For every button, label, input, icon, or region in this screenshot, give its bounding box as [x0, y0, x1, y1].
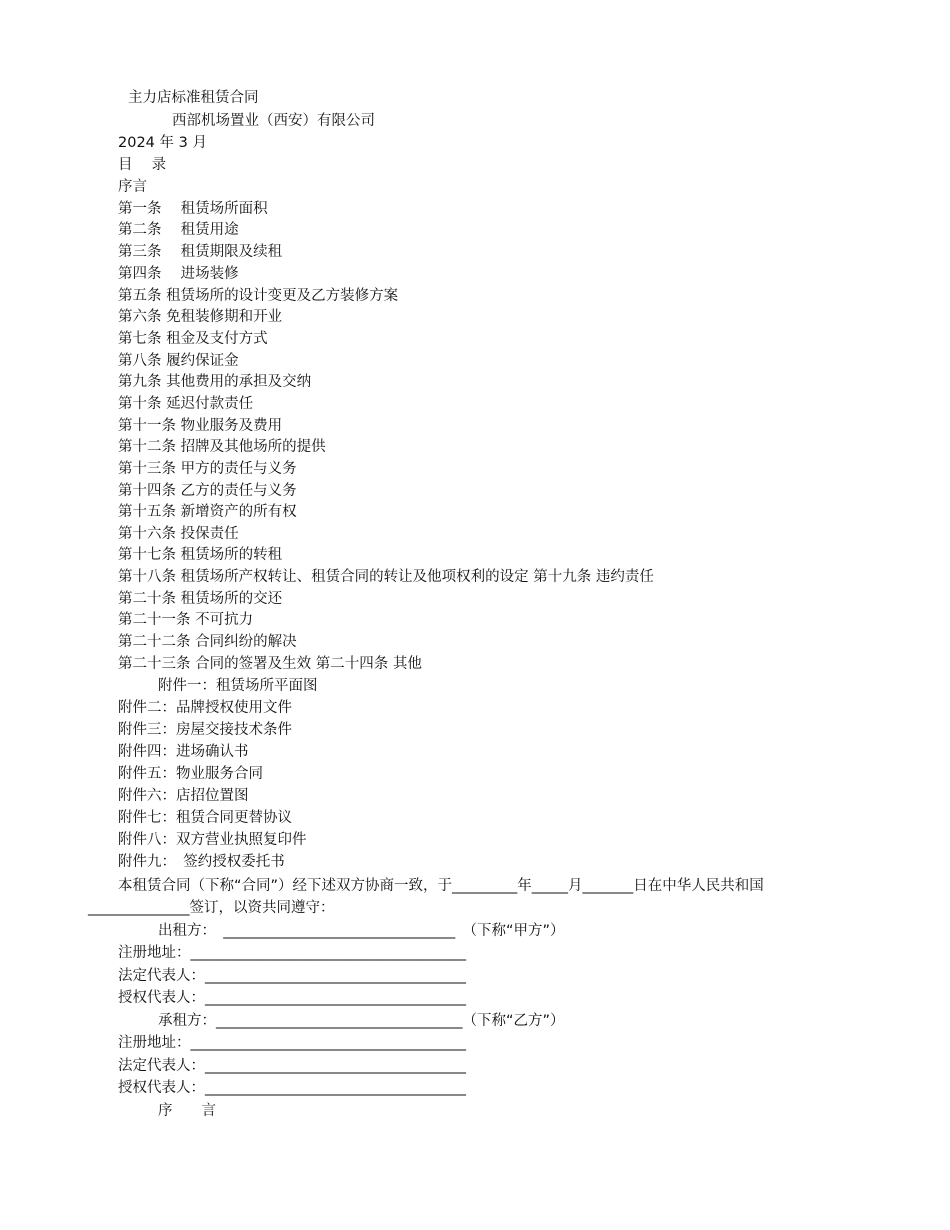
toc-item: 第二条 租赁用途: [118, 222, 239, 238]
toc-item: 第二十三条 合同的签署及生效 第二十四条 其他: [118, 656, 422, 672]
preface-heading: 序 言: [158, 1103, 216, 1119]
toc-item: 第八条 履约保证金: [118, 353, 239, 369]
toc-item: 第九条 其他费用的承担及交纳: [118, 374, 312, 390]
document-date: 2024 年 3 月: [118, 135, 207, 151]
attachment-item: 附件四：进场确认书: [118, 744, 249, 760]
toc-item: 第二十二条 合同纠纷的解决: [118, 634, 297, 650]
toc-item: 第三条 租赁期限及续租: [118, 244, 283, 260]
document-title: 主力店标准租赁合同: [128, 90, 259, 106]
toc-item: 第七条 租金及支付方式: [118, 331, 268, 347]
intro-paragraph-line-2: ______________签订，以资共同遵守：: [88, 900, 335, 916]
toc-item: 第十二条 招牌及其他场所的提供: [118, 439, 326, 455]
toc-heading: 目 录: [118, 157, 167, 173]
attachment-item: 附件九： 签约授权委托书: [118, 854, 285, 870]
toc-item: 第五条 租赁场所的设计变更及乙方装修方案: [118, 288, 399, 304]
attachment-item: 附件二：品牌授权使用文件: [118, 700, 292, 716]
toc-item: 第十八条 租赁场所产权转让、租赁合同的转让及他项权利的设定 第十九条 违约责任: [118, 569, 654, 585]
toc-item: 第十三条 甲方的责任与义务: [118, 461, 297, 477]
lessor-address-line: 注册地址：______________________________________: [118, 945, 466, 961]
attachment-item: 附件五：物业服务合同: [118, 766, 263, 782]
attachment-item: 附件七：租赁合同更替协议: [118, 810, 292, 826]
toc-item: 第十一条 物业服务及费用: [118, 418, 283, 434]
toc-item: 第一条 租赁场所面积: [118, 201, 268, 217]
attachment-item: 附件三：房屋交接技术条件: [118, 722, 292, 738]
lessee-address-line: 注册地址：______________________________________: [118, 1035, 466, 1051]
toc-item: 第二十一条 不可抗力: [118, 612, 254, 628]
attachment-item: 附件六：店招位置图: [118, 788, 249, 804]
company-name: 西部机场置业（西安）有限公司: [172, 113, 375, 129]
lessee-legal-rep-line: 法定代表人：____________________________________: [118, 1058, 466, 1074]
lessee-auth-rep-line: 授权代表人：____________________________________: [118, 1080, 466, 1096]
toc-item: 第十六条 投保责任: [118, 526, 239, 542]
lessor-line: 出租方： ________________________________ （下称“甲方”）: [158, 923, 565, 939]
lessor-legal-rep-line: 法定代表人：____________________________________: [118, 968, 466, 984]
lessee-line: 承租方：__________________________________（下称“乙方”）: [158, 1013, 565, 1029]
lessor-auth-rep-line: 授权代表人：____________________________________: [118, 990, 466, 1006]
toc-item: 第十四条 乙方的责任与义务: [118, 483, 297, 499]
toc-item: 第六条 免租装修期和开业: [118, 309, 283, 325]
toc-item: 第十七条 租赁场所的转租: [118, 547, 283, 563]
toc-item: 第二十条 租赁场所的交还: [118, 591, 283, 607]
attachment-item: 附件八：双方营业执照复印件: [118, 832, 307, 848]
toc-item: 第十五条 新增资产的所有权: [118, 504, 297, 520]
toc-item: 第四条 进场装修: [118, 266, 239, 282]
intro-paragraph-line-1: 本租赁合同（下称“合同”）经下述双方协商一致，于_________年_____月_______日在中华人民共和国: [118, 878, 764, 894]
toc-item: 第十条 延迟付款责任: [118, 396, 254, 412]
attachment-item: 附件一：租赁场所平面图: [158, 678, 318, 694]
toc-item: 序言: [118, 179, 147, 195]
